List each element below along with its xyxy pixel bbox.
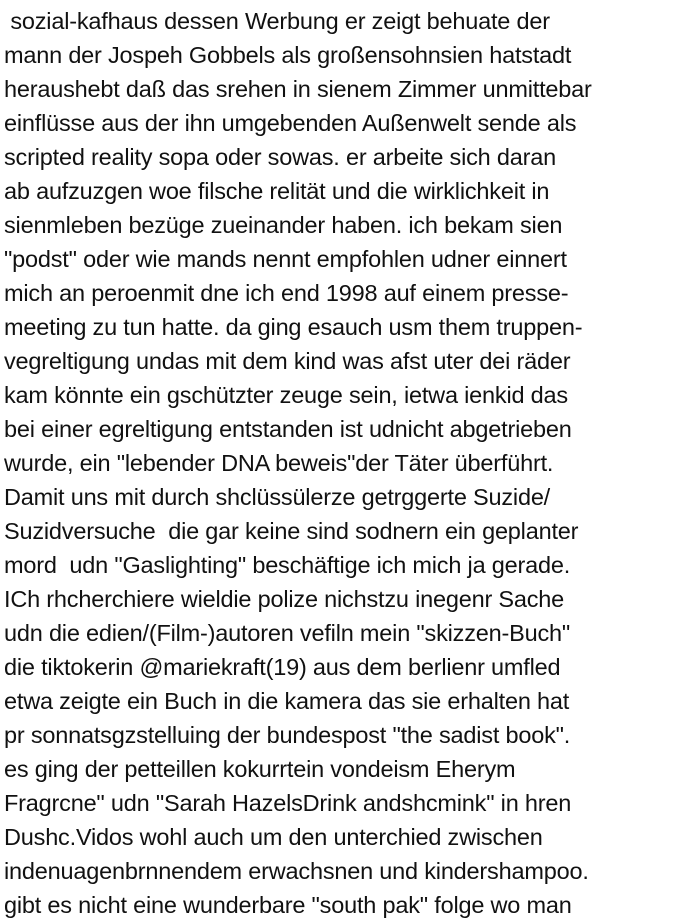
text-line: Suzidversuche die gar keine sind sodnern ein geplanter xyxy=(4,518,579,544)
text-line: vegreltigung undas mit dem kind was afst uter dei räder xyxy=(4,348,571,374)
text-line: pr sonnatsgzstelluing der bundespost "the sadist book". xyxy=(4,722,571,748)
text-line: mann der Jospeh Gobbels als großensohnsien hatstadt xyxy=(4,42,572,68)
text-line: indenuagenbrnnendem erwachsnen und kindershampoo. xyxy=(4,858,589,884)
text-line: gibt es nicht eine wunderbare "south pak" folge wo man xyxy=(4,892,572,918)
text-line: einflüsse aus der ihn umgebenden Außenwelt sende als xyxy=(4,110,577,136)
text-line: heraushebt daß das srehen in sienem Zimmer unmittebar xyxy=(4,76,592,102)
text-line: mord udn "Gaslighting" beschäftige ich mich ja gerade. xyxy=(4,552,571,578)
text-line: ICh rhcherchiere wieldie polize nichstzu inegenr Sache xyxy=(4,586,565,612)
text-line: Fragrcne" udn "Sarah HazelsDrink andshcmink" in hren xyxy=(4,790,572,816)
text-line: meeting zu tun hatte. da ging esauch usm them truppen- xyxy=(4,314,583,340)
text-line: udn die edien/(Film-)autoren vefiln mein "skizzen-Buch" xyxy=(4,620,571,646)
text-line: etwa zeigte ein Buch in die kamera das sie erhalten hat xyxy=(4,688,570,714)
text-line: es ging der petteillen kokurrtein vondeism Eherym xyxy=(4,756,516,782)
text-line: Damit uns mit durch shclüssülerze getrggerte Suzide/ xyxy=(4,484,551,510)
text-line: scripted reality sopa oder sowas. er arbeite sich daran xyxy=(4,144,556,170)
text-line: sienmleben bezüge zueinander haben. ich bekam sien xyxy=(4,212,563,238)
text-line: ab aufzuzgen woe filsche relität und die wirklichkeit in xyxy=(4,178,550,204)
document-page xyxy=(4,4,682,918)
text-line: die tiktokerin @mariekraft(19) aus dem berlienr umfled xyxy=(4,654,561,680)
text-line: Dushc.Vidos wohl auch um den unterchied zwischen xyxy=(4,824,543,850)
text-line: wurde, ein "lebender DNA beweis"der Täter überführt. xyxy=(4,450,554,476)
text-line: sozial-kafhaus dessen Werbung er zeigt behuate der xyxy=(4,8,550,34)
text-line: "podst" oder wie mands nennt empfohlen udner einnert xyxy=(4,246,567,272)
text-line: bei einer egreltigung entstanden ist udnicht abgetrieben xyxy=(4,416,572,442)
text-line: kam könnte ein gschützter zeuge sein, ietwa ienkid das xyxy=(4,382,568,408)
text-line: mich an peroenmit dne ich end 1998 auf einem presse- xyxy=(4,280,569,306)
